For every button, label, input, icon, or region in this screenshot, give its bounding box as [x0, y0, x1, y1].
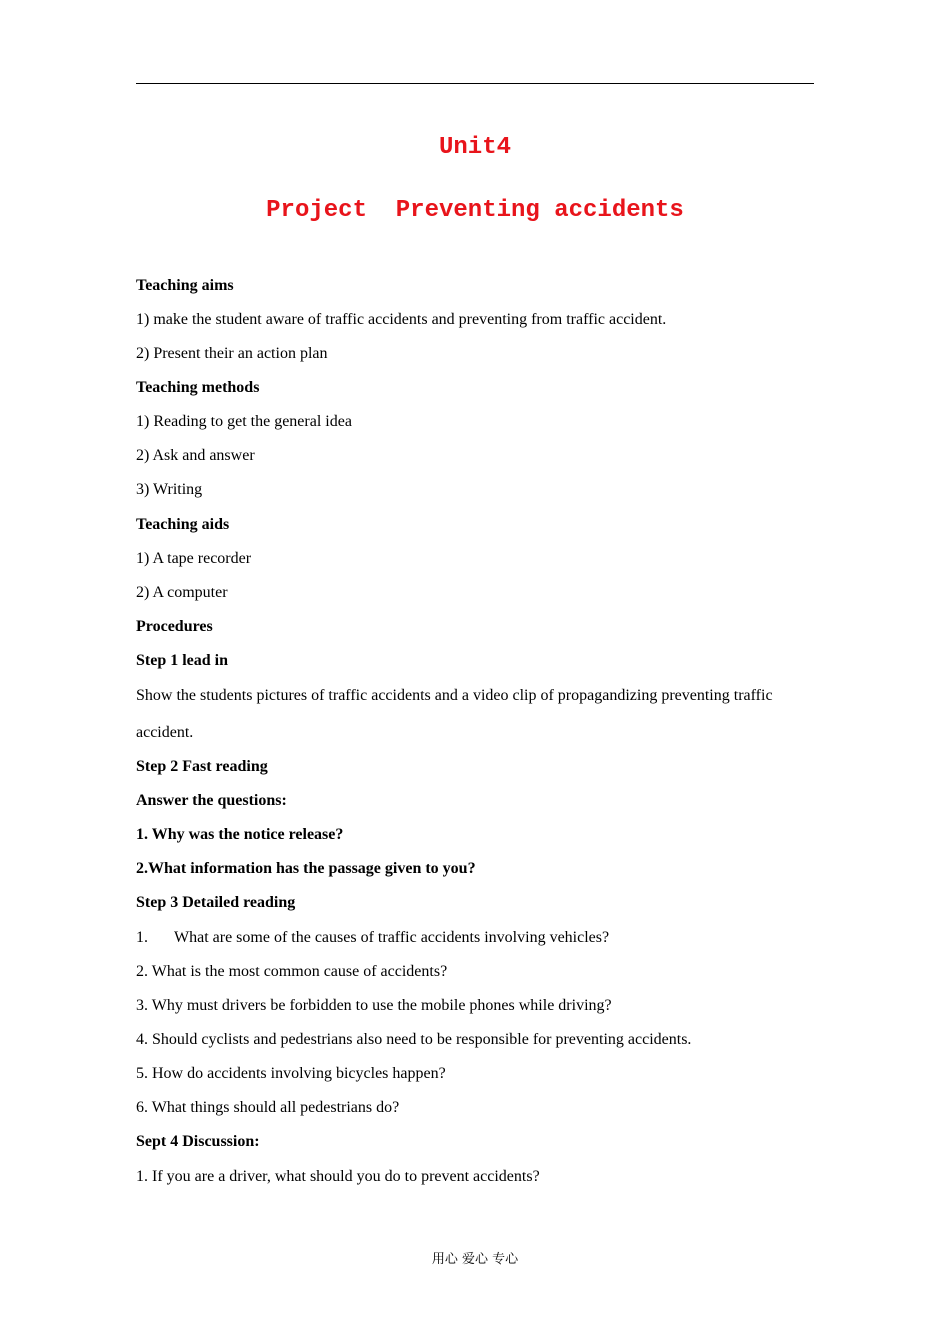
step2-subheading: Answer the questions:	[136, 792, 287, 809]
header-rule	[136, 83, 814, 84]
teaching-method-item: 1) Reading to get the general idea	[136, 413, 352, 430]
step2-question: 2.What information has the passage given to you?	[136, 860, 476, 877]
step4-heading: Sept 4 Discussion:	[136, 1133, 260, 1150]
step2-question: 1. Why was the notice release?	[136, 826, 344, 843]
step2-heading: Step 2 Fast reading	[136, 758, 268, 775]
teaching-aim-item: 2) Present their an action plan	[136, 345, 328, 362]
teaching-aid-item: 1) A tape recorder	[136, 550, 252, 567]
step3-question-1	[136, 928, 609, 948]
procedures-heading: Procedures	[136, 618, 213, 635]
step3-question: 5. How do accidents involving bicycles happen?	[136, 1065, 446, 1082]
teaching-aid-item: 2) A computer	[136, 584, 228, 601]
teaching-aim-item: 1) make the student aware of traffic accidents and preventing from traffic accident.	[136, 311, 667, 328]
step4-question: 1. If you are a driver, what should you do to prevent accidents?	[136, 1168, 540, 1185]
step3-heading: Step 3 Detailed reading	[136, 894, 296, 911]
step3-question-number: 1.	[136, 929, 148, 946]
teaching-aids-heading: Teaching aids	[136, 516, 230, 533]
teaching-method-item: 2) Ask and answer	[136, 447, 255, 464]
page-footer: 用心 爱心 专心	[431, 1252, 519, 1267]
step3-question: 2. What is the most common cause of accidents?	[136, 963, 448, 980]
step3-question: 3. Why must drivers be forbidden to use the mobile phones while driving?	[136, 997, 612, 1014]
step1-text-line2: accident.	[136, 724, 194, 741]
step1-text-line1: Show the students pictures of traffic accidents and a video clip of propagandizing preventing traffic	[136, 687, 773, 704]
teaching-methods-heading: Teaching methods	[136, 379, 260, 396]
step3-question-text: What are some of the causes of traffic accidents involving vehicles?	[174, 929, 610, 946]
teaching-method-item: 3) Writing	[136, 481, 203, 498]
unit-title: Unit4	[438, 134, 511, 161]
step3-question: 4. Should cyclists and pedestrians also need to be responsible for preventing accidents.	[136, 1031, 692, 1048]
step1-heading: Step 1 lead in	[136, 652, 229, 669]
project-title: Project Preventing accidents	[266, 197, 684, 224]
teaching-aims-heading: Teaching aims	[136, 277, 234, 294]
step3-question: 6. What things should all pedestrians do?	[136, 1099, 400, 1116]
